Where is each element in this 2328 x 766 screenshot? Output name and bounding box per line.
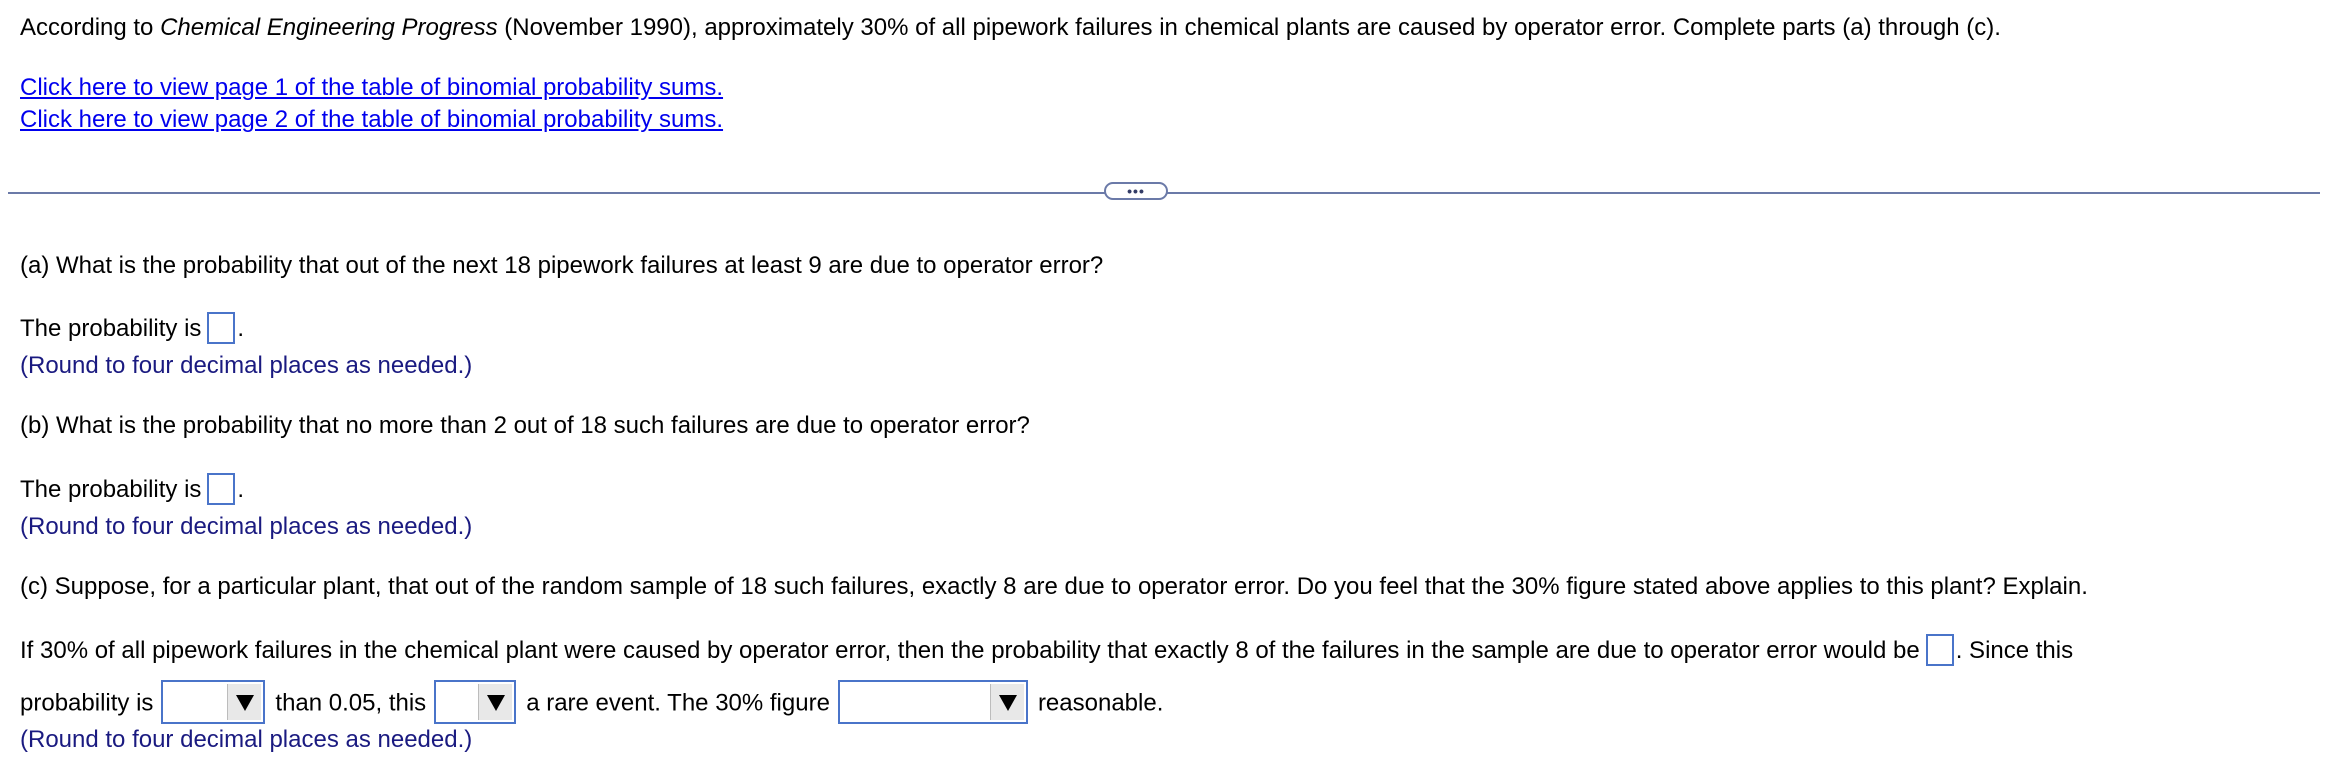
part-c-line2-d: reasonable. [1037, 689, 1164, 717]
part-c-question: (c) Suppose, for a particular plant, that out of the random sample of 18 such failures, exactly 8 are due to operator error. Do you feel that the 30% figure stated above applies to this plant? Explain. [20, 573, 2088, 600]
part-a-answer-input[interactable] [207, 312, 235, 344]
part-c-hint: (Round to four decimal places as needed.) [20, 726, 473, 753]
part-b-answer-input[interactable] [207, 473, 235, 505]
part-a-question: (a) What is the probability that out of the next 18 pipework failures at least 9 are due to operator error? [20, 252, 1104, 279]
intro-after: (November 1990), approximately 30% of all pipework failures in chemical plants are caused by operator error. Complete parts (a) through (c). [497, 14, 2001, 41]
figure-reasonable-dropdown[interactable] [838, 680, 1028, 724]
rare-event-dropdown[interactable] [434, 680, 516, 724]
part-b-hint: (Round to four decimal places as needed.) [20, 513, 473, 540]
part-c-sentence-line-1 [20, 635, 2073, 668]
expand-more-button[interactable]: ••• [1104, 182, 1168, 200]
link-table-page-2[interactable]: Click here to view page 2 of the table of binomial probability sums. [20, 106, 724, 133]
part-c-sentence-line-2 [20, 682, 1163, 726]
part-c-line2-b: than 0.05, this [275, 689, 427, 717]
comparison-dropdown[interactable] [161, 680, 265, 724]
dropdown-arrow-icon [227, 684, 261, 720]
part-c-line2-c: a rare event. The 30% figure [526, 689, 830, 717]
link-table-page-1[interactable]: Click here to view page 1 of the table of binomial probability sums. [20, 74, 724, 101]
part-a-hint: (Round to four decimal places as needed.) [20, 352, 473, 379]
part-b-answer-suffix: . [237, 476, 245, 503]
part-b-question: (b) What is the probability that no more than 2 out of 18 such failures are due to operator error? [20, 412, 1030, 439]
part-b-answer-line [20, 474, 244, 507]
part-c-probability-input[interactable] [1926, 634, 1954, 666]
part-c-sentence1-before: If 30% of all pipework failures in the chemical plant were caused by operator error, then the probability that exactly 8 of the failures in the sample are due to operator error would be [20, 637, 1920, 664]
part-c-line2-a: probability is [20, 689, 154, 717]
part-a-answer-line [20, 313, 244, 346]
dropdown-arrow-icon [478, 684, 512, 720]
part-c-sentence1-after: . Since this [1955, 637, 2074, 664]
part-a-answer-prefix: The probability is [20, 315, 202, 342]
part-b-answer-prefix: The probability is [20, 476, 202, 503]
intro-before: According to [20, 14, 161, 41]
table-links [20, 72, 723, 136]
dropdown-arrow-icon [990, 684, 1024, 720]
intro-text [20, 12, 2001, 44]
part-a-answer-suffix: . [237, 315, 245, 342]
intro-source: Chemical Engineering Progress [160, 14, 498, 41]
